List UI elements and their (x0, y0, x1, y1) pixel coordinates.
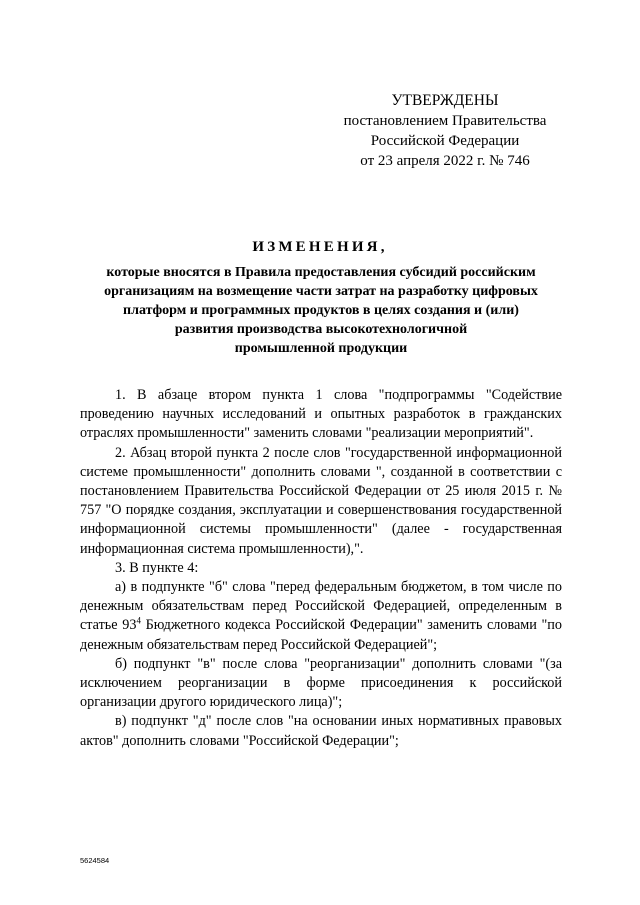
approval-decree-line: постановлением Правительства (343, 113, 547, 129)
approval-heading: УТВЕРЖДЕНЫ (391, 92, 499, 109)
article-superscript: 4 (136, 615, 141, 626)
paragraph-3b: б) подпункт "в" после слова "реорганизации" дополнить словами "(за исключением реорганизации в форме присоединения к российской организации другого юридического лица)"; (80, 655, 562, 711)
document-body (80, 386, 562, 751)
subtitle-line: платформ и программных продуктов в целях создания и (или) (123, 303, 519, 318)
approval-date-number: от 23 апреля 2022 г. № 746 (360, 153, 530, 169)
paragraph-1: 1. В абзаце втором пункта 1 слова "подпрограммы "Содействие проведению научных исследований и опытных разработок в гражданских отраслях промышленности" заменить словами "реализации мероприятий". (80, 387, 562, 442)
subtitle-line: организациям на возмещение части затрат на разработку цифровых (104, 284, 538, 299)
paragraph-3a-text: а) в подпункте "б" слова "перед федеральным бюджетом, в том числе по денежным обязательствам перед Российской Федерацией, определенным в статье 93 (80, 579, 562, 634)
document-id: 5624584 (80, 856, 110, 865)
subtitle-line: промышленной продукции (234, 341, 408, 356)
approval-stamp (340, 91, 550, 171)
document-subtitle (86, 263, 556, 358)
paragraph-3: 3. В пункте 4: (115, 559, 199, 576)
paragraph-2: 2. Абзац второй пункта 2 после слов "государственной информационной системе промышленности" дополнить словами ", созданной в соответствии с постановлением Правительства Российской Федерации от 25 июля 2015 г. № 757 "О порядке создания, эксплуатации и совершенствования государственной информационной системы промышленности" (далее - государственная информационная система промышленности),". (80, 444, 562, 557)
subtitle-line: развития производства высокотехнологичной (174, 322, 468, 337)
document-title: ИЗМЕНЕНИЯ, (252, 239, 388, 255)
subtitle-line: которые вносятся в Правила предоставления субсидий российским (106, 265, 536, 280)
paragraph-3a-text-cont: Бюджетного кодекса Российской Федерации" заменить словами "по денежным обязательствам перед Российской Федерацией"; (80, 617, 562, 653)
approval-government-line: Российской Федерации (370, 133, 520, 149)
paragraph-3a (80, 578, 562, 655)
paragraph-3c: в) подпункт "д" после слов "на основании иных нормативных правовых актов" дополнить словами "Российской Федерации"; (80, 713, 562, 749)
